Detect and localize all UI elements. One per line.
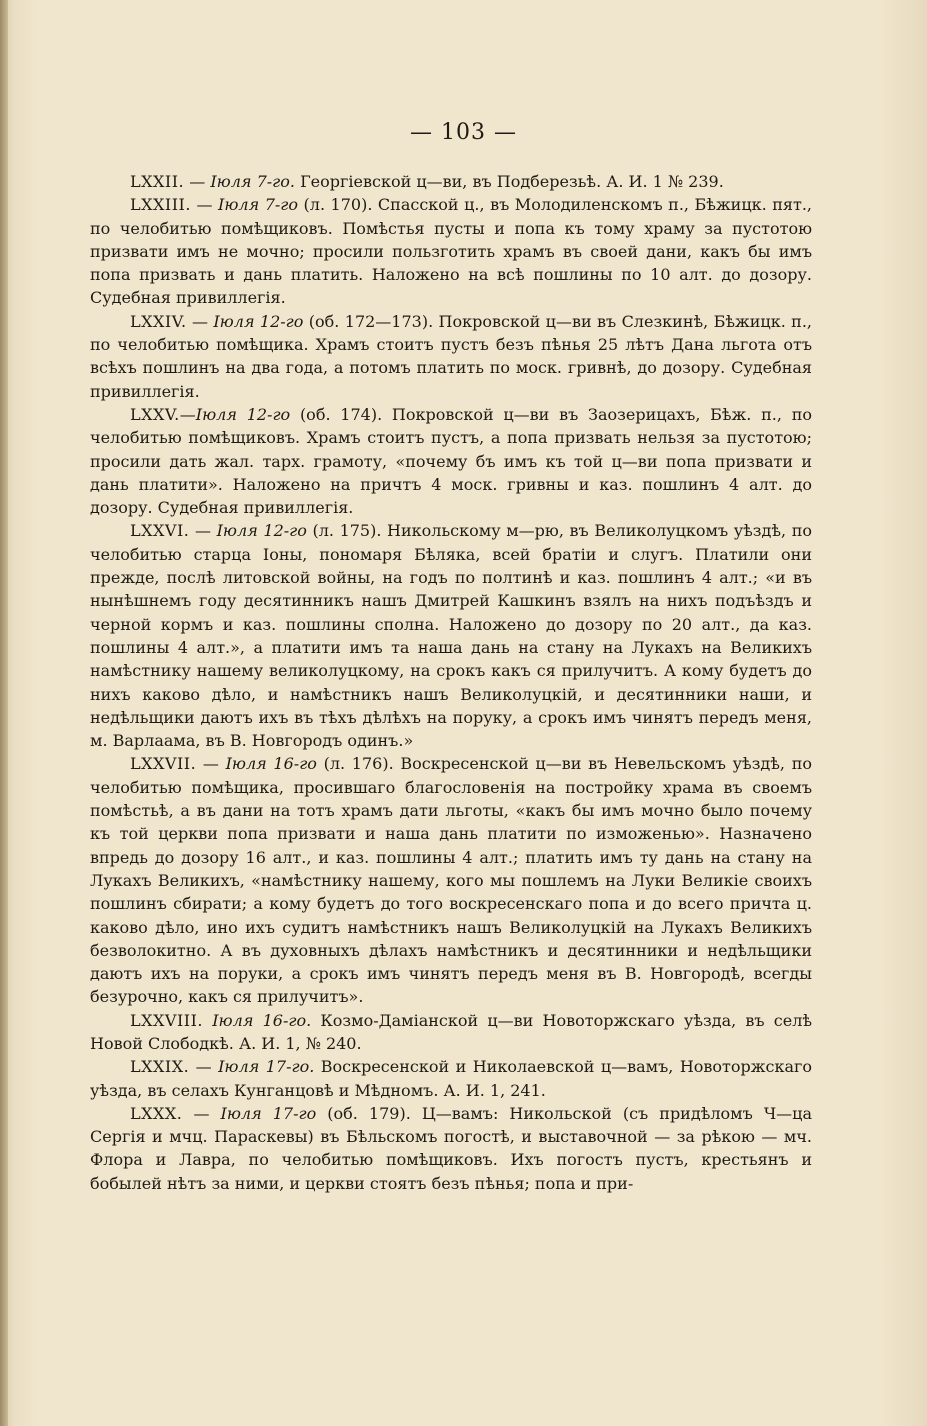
entry-number: LXXIX. — [130, 1057, 190, 1077]
entry-separator: — — [184, 172, 211, 191]
entry-number: LXXII. — [130, 172, 185, 191]
entry-text: Воскресенской и Николаевской ц—вамъ, Новоторжскаго уѣзда, въ селахъ Кунганцовѣ и Мѣдномъ. А. И. 1, 241. — [90, 1057, 813, 1100]
entry-lxxiii — [90, 193, 812, 309]
entry-separator: — — [196, 754, 226, 774]
entry-separator: — — [179, 404, 196, 424]
document-body — [90, 170, 812, 1195]
entry-text: (л. 175). Никольскому м—рю, въ Великолуцкомъ уѣздѣ, по челобитью старца Іоны, пономаря Бѣляка, всей братіи и слугъ. Платили они прежде, послѣ литовской войны, на годъ по полтинѣ и каз. пошлинъ 4 алт.; «и въ нынѣшнемъ году десятинникъ нашъ Дмитрей Кашкинъ взялъ на нихъ подъѣздъ и черной кормъ и каз. пошлины сполна. Наложено до дозору по 20 алт., да каз. пошлины 4 алт.», а платити имъ та наша дань на стану на Лукахъ на Великихъ намѣстнику нашему великолуцкому, на срокъ какъ ся прилучитъ. А кому будетъ до нихъ каково дѣло, и намѣстникъ нашъ Великолуцкій, и десятинники наши, и недѣльщики даютъ ихъ въ тѣхъ дѣлѣхъ на поруку, а срокъ имъ чинятъ передъ меня, м. Варлаама, въ В. Новгородъ одинъ.» — [90, 521, 813, 751]
entry-separator: — — [189, 1057, 219, 1077]
entry-number: LXXVI. — [130, 521, 190, 541]
entry-lxxx — [90, 1102, 812, 1195]
entry-number: LXXIV. — [130, 311, 187, 331]
entry-date: Іюля 17-го — [220, 1103, 317, 1123]
entry-separator: — — [190, 195, 218, 215]
entry-separator: — — [182, 1103, 221, 1123]
page-number: — 103 — — [410, 120, 517, 145]
entry-text: (л. 170). Спасской ц., въ Молодиленскомъ п., Бѣжицк. пят., по челобитью помѣщиковъ. Помѣстья пусты и попа къ тому храму за пустотою призвати имъ не мочно; просили пользготить храмъ въ своей дани, какъ бы имъ попа призвать и дань платить. Наложено на всѣ пошлины по 10 алт. до дозору. Судебная привиллегія. — [90, 195, 812, 308]
entry-date: Іюля 16-го. — [212, 1010, 312, 1030]
entry-date: Іюля 17-го. — [218, 1057, 315, 1077]
entry-text: (об. 179). Ц—вамъ: Никольской (съ придѣломъ Ч—ца Сергія и мчц. Параскевы) въ Бѣльскомъ погостѣ, и выставочной — за рѣкою — мч. Флора и Лавра, по челобитью помѣщиковъ. Ихъ погостъ пустъ, крестьянъ и бобылей нѣтъ за ними, и церкви стоятъ безъ пѣнья; попа и при- — [90, 1103, 813, 1193]
entry-lxxvii — [90, 752, 812, 1008]
entry-number: LXXIII. — [130, 195, 191, 215]
entry-number: LXXX. — [130, 1103, 183, 1123]
entry-lxxvi — [90, 519, 812, 752]
entry-date: Іюля 12-го — [213, 311, 304, 331]
entry-number: LXXV. — [130, 404, 180, 424]
entry-lxxix — [90, 1055, 812, 1102]
entry-lxxv — [90, 403, 812, 519]
entry-text: Козмо-Даміанской ц—ви Новоторжскаго уѣзда, въ селѣ Новой Слободкѣ. А. И. 1, № 240. — [90, 1010, 813, 1053]
entry-text: (л. 176). Воскресенской ц—ви въ Невельскомъ уѣздѣ, по челобитью помѣщика, просившаго благословенія на постройку храма въ своемъ помѣстьѣ, а въ дани на тотъ храмъ дати льготы, «какъ бы имъ мочно было почему къ той церкви попа призвати и наша дань платити по изможенью». Назначено впредь до дозору 16 алт., и каз. пошлины 4 алт.; платить имъ ту дань на стану на Лукахъ Великихъ, «намѣстнику нашему, кого мы пошлемъ на Луки Великіе своихъ пошлинъ сбирати; а кому будетъ до того воскресенскаго попа и до всего причта ц. каково дѣло, ино ихъ судитъ намѣстникъ нашъ Великолуцкій на Лукахъ Великихъ безволокитно. А въ духовныхъ дѣлахъ намѣстникъ и десятинники и недѣльщики даютъ ихъ на поруки, а срокъ имъ чинятъ передъ меня въ В. Новгородѣ, всегды безурочно, какъ ся прилучитъ». — [90, 754, 812, 1007]
entry-number: LXXVII. — [130, 754, 197, 774]
entry-separator: — — [189, 521, 217, 541]
binding-edge — [0, 0, 8, 1426]
entry-number: LXXVIII. — [130, 1010, 204, 1030]
entry-text: (об. 174). Покровской ц—ви въ Заозерицахъ, Бѣж. п., по челобитью помѣщиковъ. Храмъ стоитъ пустъ, а попа призвать нельзя за пустотою; просили дать жал. тарх. грамоту, «почему бъ имъ къ той ц—ви попа призвати и дань платити». Наложено на причтъ 4 моск. гривны и каз. пошлинъ 4 алт. до дозору. Судебная привиллегія. — [90, 404, 813, 518]
entry-date: Іюля 12-го — [216, 521, 307, 541]
entry-date: Іюля 7-го — [218, 195, 299, 215]
entry-date: Іюля 16-го — [225, 754, 317, 774]
entry-text: (об. 172—173). Покровской ц—ви въ Слезкинѣ, Бѣжицк. п., по челобитью помѣщика. Храмъ стоитъ пустъ безъ пѣнья 25 лѣтъ Дана льгота отъ всѣхъ пошлинъ на два года, а потомъ платить по моск. гривнѣ, до дозору. Судебная привиллегія. — [90, 311, 812, 401]
entry-lxxii — [90, 170, 812, 193]
entry-lxxviii — [90, 1009, 812, 1056]
entry-text: Георгіевской ц—ви, въ Подберезьѣ. А. И. 1 № 239. — [294, 172, 724, 191]
entry-date: Іюля 7-го. — [210, 172, 295, 191]
entry-separator — [203, 1011, 212, 1030]
entry-date: Іюля 12-го — [195, 404, 291, 424]
entry-lxxiv — [90, 310, 812, 403]
entry-separator: — — [186, 311, 214, 331]
